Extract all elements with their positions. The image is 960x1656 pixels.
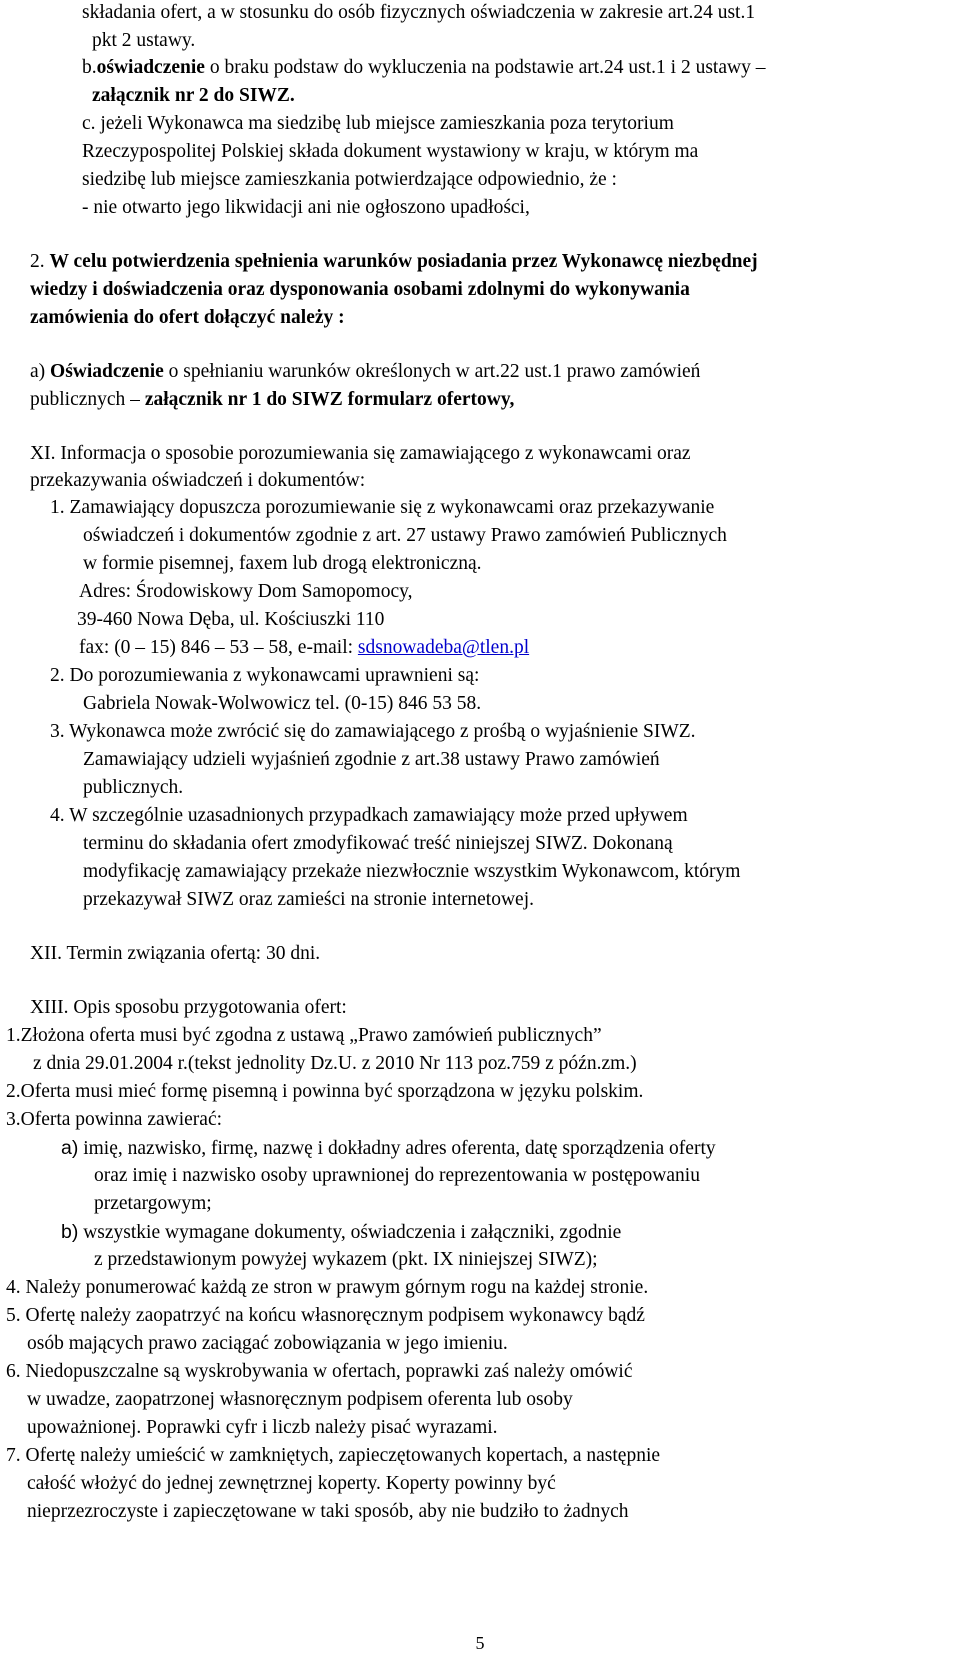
text-segment: 5. Ofertę należy zaopatrzyć na końcu własnoręcznym podpisem wykonawcy bądź	[6, 1305, 645, 1326]
document-line	[50, 665, 479, 687]
document-line	[27, 1333, 508, 1355]
text-segment: XII. Termin związania ofertą: 30 dni.	[30, 943, 321, 964]
text-segment: c. jeżeli Wykonawca ma siedzibę lub miejsce zamieszkania poza terytorium	[82, 113, 674, 134]
text-segment: całość włożyć do jednej zewnętrznej koperty. Koperty powinny być	[27, 1473, 556, 1494]
email-link[interactable]: sdsnowadeba@tlen.pl	[357, 637, 530, 658]
document-line	[27, 1389, 573, 1411]
text-segment: a)	[30, 361, 51, 382]
document-line	[82, 197, 530, 219]
document-line	[30, 943, 320, 965]
document-line	[83, 525, 727, 547]
text-segment: Zamawiający udzieli wyjaśnień zgodnie z art.38 ustawy Prawo zamówień	[83, 749, 660, 770]
document-line	[82, 169, 617, 191]
document-line	[82, 2, 755, 24]
document-line	[82, 113, 674, 135]
text-segment: fax: (0 – 15) 846 – 53 – 58, e-mail:	[79, 637, 358, 658]
text-segment: wszystkie wymagane dokumenty, oświadczenia i załączniki, zgodnie	[78, 1222, 622, 1243]
document-line	[92, 85, 295, 107]
text-segment: modyfikację zamawiający przekaże niezwłocznie wszystkim Wykonawcom, którym	[83, 861, 741, 882]
document-line	[30, 443, 691, 465]
text-segment: terminu do składania ofert zmodyfikować treść niniejszej SIWZ. Dokonaną	[83, 833, 673, 854]
text-segment: z przedstawionym powyżej wykazem (pkt. IX niniejszej SIWZ);	[94, 1249, 598, 1270]
text-segment: osób mających prawo zaciągać zobowiązania w jego imieniu.	[27, 1333, 508, 1354]
text-segment: nieprzezroczyste i zapieczętowane w taki sposób, aby nie budziło to żadnych	[27, 1501, 629, 1522]
document-line	[83, 749, 660, 771]
document-line	[30, 251, 758, 273]
text-segment: XI. Informacja o sposobie porozumiewania się zamawiającego z wykonawcami oraz	[30, 443, 691, 464]
document-line	[77, 609, 384, 631]
text-segment: b.	[82, 57, 97, 78]
text-segment: 2. Do porozumiewania z wykonawcami uprawnieni są:	[50, 665, 480, 686]
bold-text: W celu potwierdzenia spełnienia warunków posiadania przez Wykonawcę niezbędnej	[49, 251, 758, 272]
bold-text: zamówienia do ofert dołączyć należy :	[30, 307, 345, 328]
text-segment: 2.	[30, 251, 50, 272]
document-line	[83, 777, 183, 799]
text-segment: publicznych.	[83, 777, 184, 798]
document-line	[30, 389, 514, 411]
text-segment: 4. W szczególnie uzasadnionych przypadkach zamawiający może przed upływem	[50, 805, 688, 826]
text-segment: 3.Oferta powinna zawierać:	[6, 1109, 223, 1130]
document-line	[83, 553, 482, 575]
text-segment: 39-460 Nowa Dęba, ul. Kościuszki 110	[77, 609, 385, 630]
text-segment: XIII. Opis sposobu przygotowania ofert:	[30, 997, 347, 1018]
text-segment: przetargowym;	[94, 1193, 212, 1214]
text-segment: Rzeczypospolitej Polskiej składa dokument wystawiony w kraju, w którym ma	[82, 141, 699, 162]
document-line	[50, 721, 696, 743]
document-line	[94, 1165, 700, 1187]
document-line	[82, 141, 698, 163]
document-line	[6, 1109, 222, 1131]
document-line	[83, 833, 673, 855]
document-line	[83, 889, 534, 911]
document-line	[94, 1193, 212, 1215]
text-segment: o braku podstaw do wykluczenia na podstawie art.24 ust.1 i 2 ustawy –	[204, 57, 766, 78]
text-segment: w formie pisemnej, faxem lub drogą elektroniczną.	[83, 553, 482, 574]
bold-text: Oświadczenie	[50, 361, 164, 382]
document-line	[30, 470, 365, 492]
text-segment: siedzibę lub miejsce zamieszkania potwierdzające odpowiednio, że :	[82, 169, 617, 190]
text-segment: a)	[61, 1137, 79, 1159]
document-line	[30, 997, 347, 1019]
text-segment: w uwadze, zaopatrzonej własnoręcznym podpisem oferenta lub osoby	[27, 1389, 573, 1410]
text-segment: - nie otwarto jego likwidacji ani nie ogłoszono upadłości,	[82, 197, 530, 218]
document-line	[92, 30, 195, 52]
document-line	[79, 581, 412, 603]
text-segment: 1. Zamawiający dopuszcza porozumiewanie się z wykonawcami oraz przekazywanie	[50, 497, 715, 518]
document-line	[27, 1473, 556, 1495]
document-line	[30, 279, 690, 301]
page-number: 5	[475, 1633, 485, 1653]
text-segment: upoważnionej. Poprawki cyfr i liczb należy pisać wyrazami.	[27, 1417, 498, 1438]
text-segment: 7. Ofertę należy umieścić w zamkniętych, zapieczętowanych kopertach, a następnie	[6, 1445, 661, 1466]
bold-text: załącznik nr 1 do SIWZ formularz ofertowy,	[144, 389, 515, 410]
text-segment: 4. Należy ponumerować każdą ze stron w prawym górnym rogu na każdej stronie.	[6, 1277, 649, 1298]
text-segment: z dnia 29.01.2004 r.(tekst jednolity Dz.U. z 2010 Nr 113 poz.759 z późn.zm.)	[33, 1053, 637, 1074]
document-line	[6, 1445, 660, 1467]
document-line	[30, 361, 700, 383]
text-segment: oraz imię i nazwisko osoby uprawnionej do reprezentowania w postępowaniu	[94, 1165, 700, 1186]
text-segment: publicznych –	[30, 389, 145, 410]
document-line	[6, 1361, 633, 1383]
bold-text: wiedzy i doświadczenia oraz dysponowania osobami zdolnymi do wykonywania	[30, 279, 690, 300]
document-line	[27, 1501, 629, 1523]
text-segment: pkt 2 ustawy.	[92, 30, 196, 51]
document-line	[83, 861, 740, 883]
document-line	[79, 637, 529, 659]
document-line	[6, 1305, 645, 1327]
document-line	[30, 307, 345, 329]
document-line	[6, 1277, 648, 1299]
document-line	[6, 1025, 602, 1047]
text-segment: przekazywał SIWZ oraz zamieści na stronie internetowej.	[83, 889, 535, 910]
text-segment: 2.Oferta musi mieć formę pisemną i powinna być sporządzona w języku polskim.	[6, 1081, 644, 1102]
document-line	[94, 1249, 598, 1271]
document-line	[82, 57, 765, 79]
document-line	[27, 1417, 498, 1439]
bold-text: oświadczenie	[96, 57, 205, 78]
text-segment: 6. Niedopuszczalne są wyskrobywania w ofertach, poprawki zaś należy omówić	[6, 1361, 633, 1382]
text-segment: przekazywania oświadczeń i dokumentów:	[30, 470, 366, 491]
document-line	[33, 1053, 637, 1075]
document-line	[50, 805, 688, 827]
document-line	[83, 693, 481, 715]
text-segment: o spełnianiu warunków określonych w art.22 ust.1 prawo zamówień	[163, 361, 701, 382]
document-line	[6, 1081, 643, 1103]
document-line	[50, 497, 714, 519]
text-segment: 3. Wykonawca może zwrócić się do zamawiającego z prośbą o wyjaśnienie SIWZ.	[50, 721, 696, 742]
document-line	[61, 1137, 716, 1160]
document-line	[61, 1221, 621, 1244]
text-segment: Gabriela Nowak-Wolwowicz tel. (0-15) 846 53 58.	[83, 693, 482, 714]
text-segment: 1.Złożona oferta musi być zgodna z ustawą „Prawo zamówień publicznych”	[6, 1025, 602, 1046]
text-segment: Adres: Środowiskowy Dom Samopomocy,	[79, 581, 413, 602]
bold-text: załącznik nr 2 do SIWZ.	[92, 85, 295, 106]
text-segment: składania ofert, a w stosunku do osób fizycznych oświadczenia w zakresie art.24 ust.1	[82, 2, 756, 23]
text-segment: oświadczeń i dokumentów zgodnie z art. 27 ustawy Prawo zamówień Publicznych	[83, 525, 727, 546]
text-segment: imię, nazwisko, firmę, nazwę i dokładny adres oferenta, datę sporządzenia oferty	[78, 1138, 716, 1159]
text-segment: b)	[61, 1221, 79, 1243]
